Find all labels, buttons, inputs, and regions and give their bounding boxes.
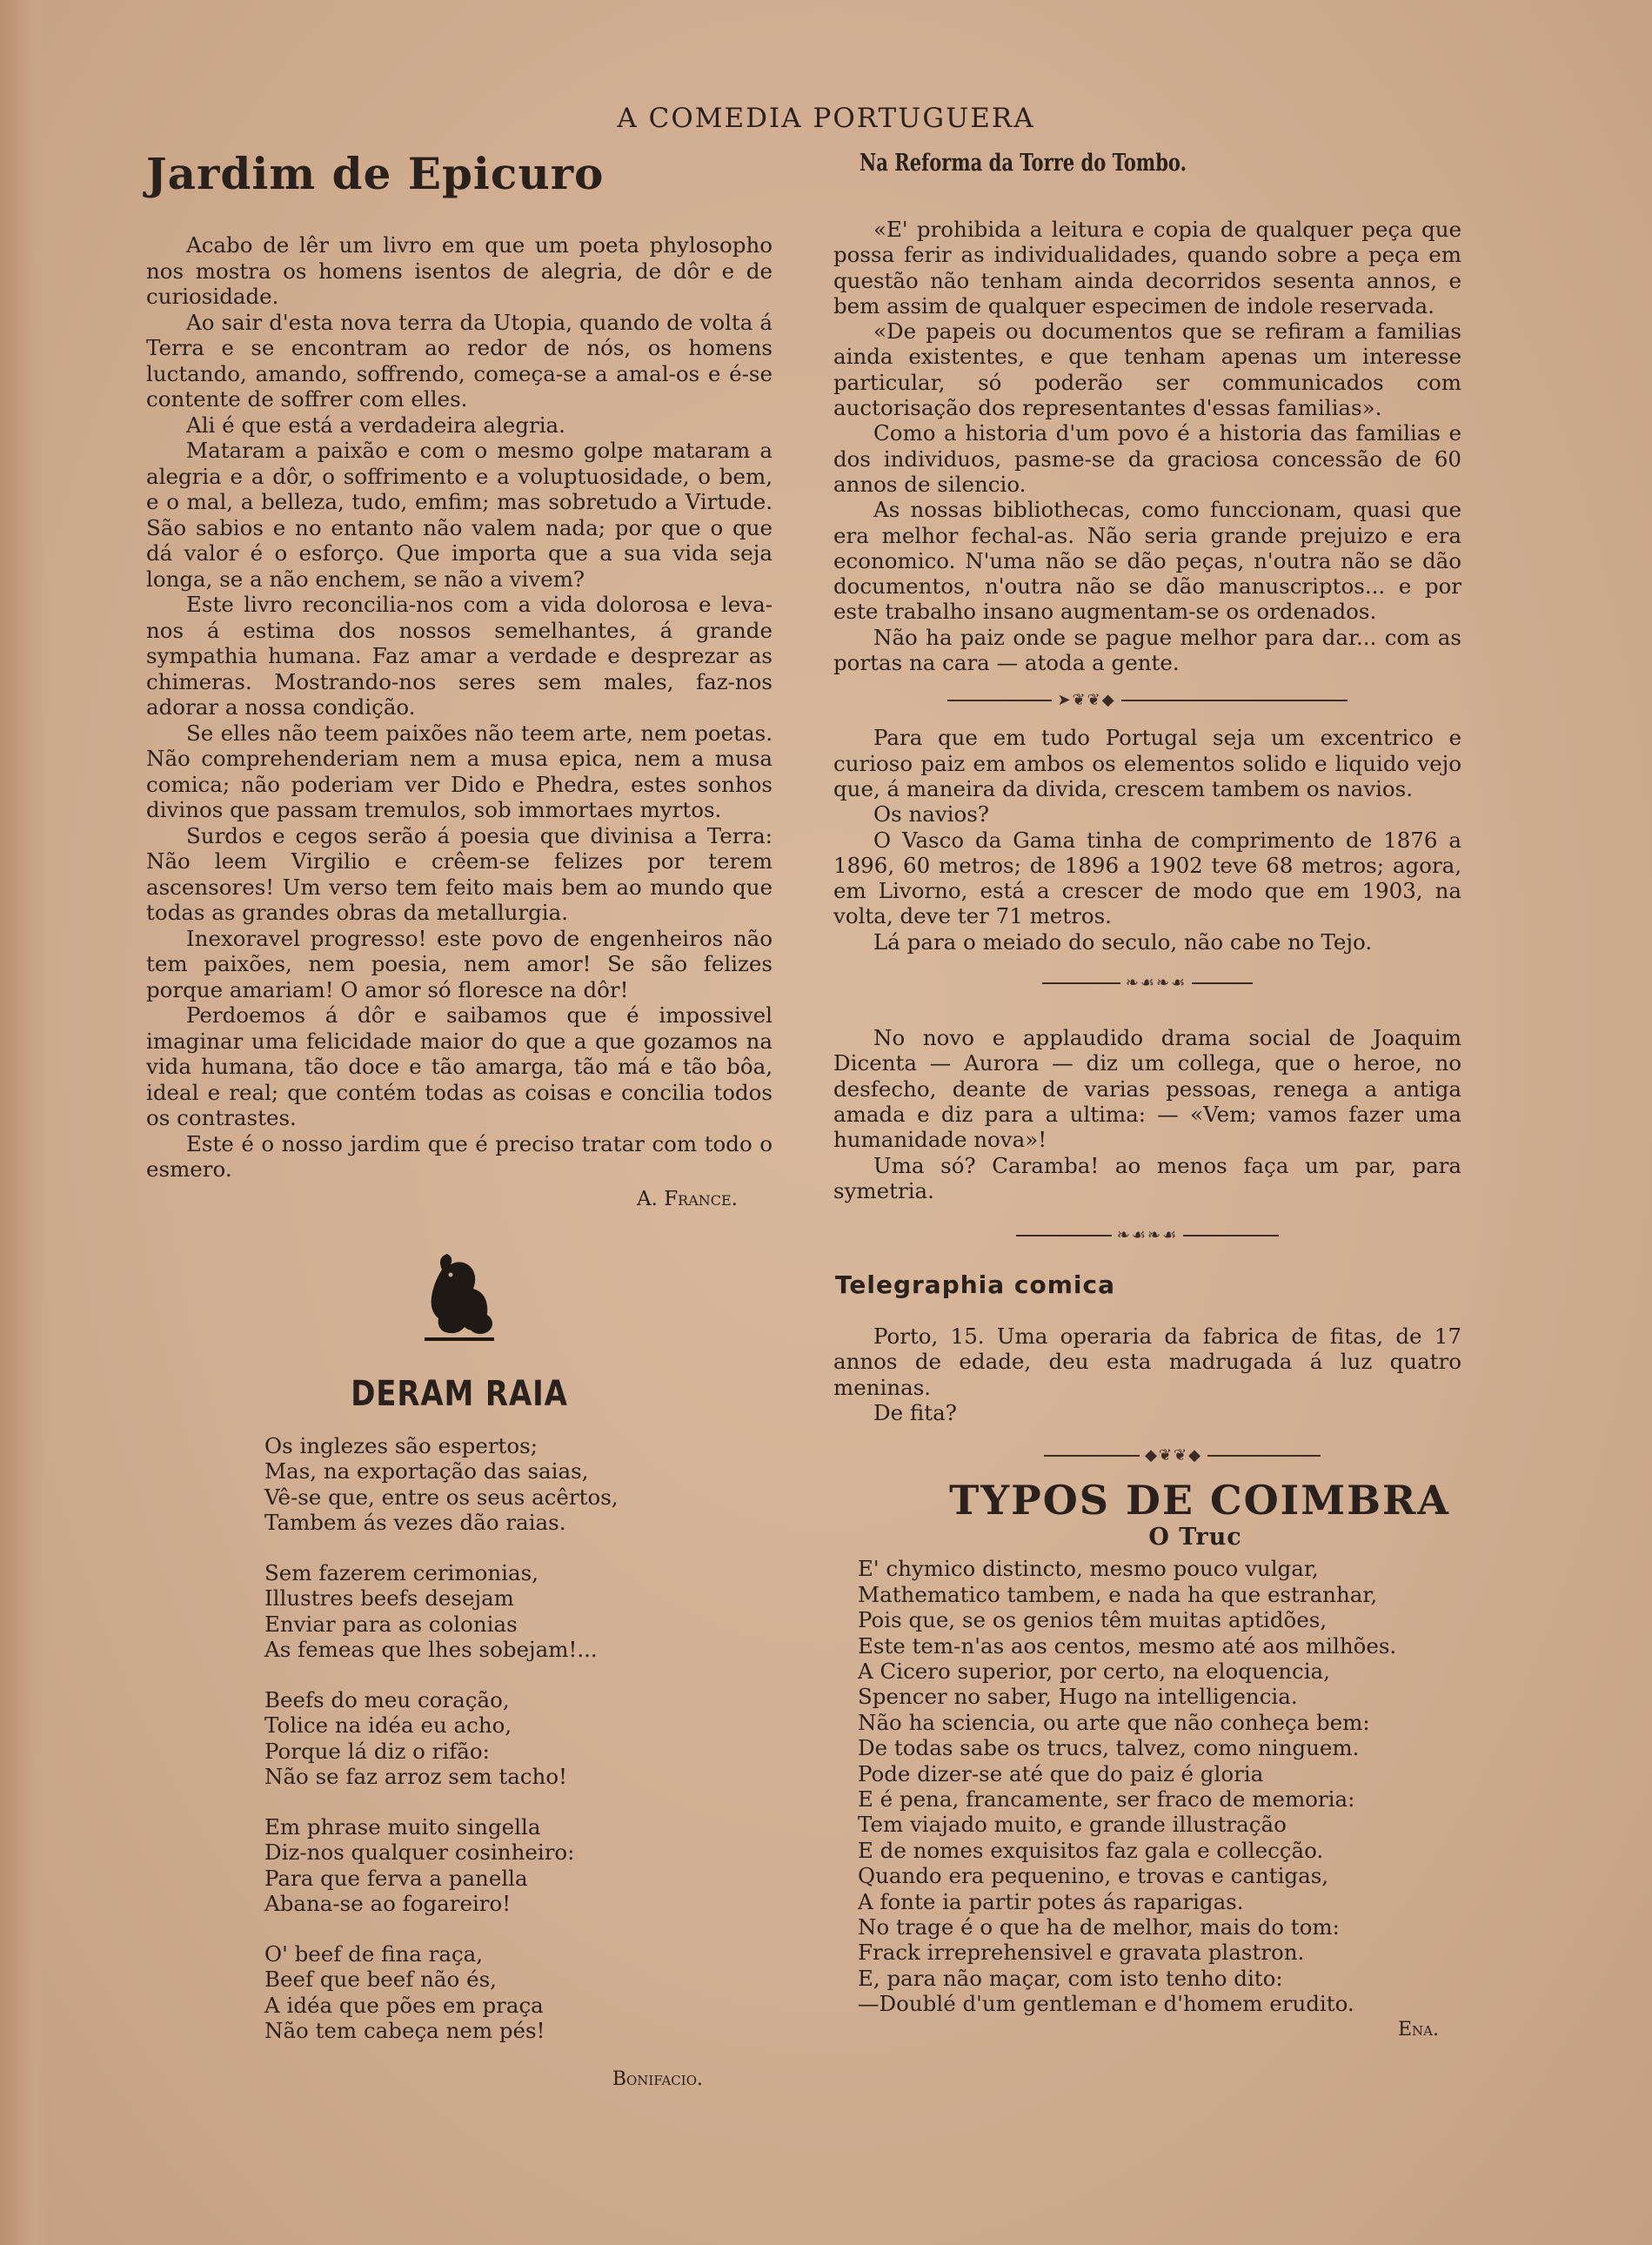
verse-line: E, para não maçar, com isto tenho dito: xyxy=(858,1965,1283,1991)
verse-line: Tem viajado muito, e grande illustração xyxy=(858,1812,1287,1838)
verse-line: Abana-se ao fogareiro! xyxy=(264,1891,512,1916)
article-subtitle-truc: O Truc xyxy=(1148,1524,1242,1551)
ornamental-divider xyxy=(833,1226,1461,1244)
divider-line xyxy=(1207,1455,1321,1457)
paragraph: Lá para o meiado do seculo, não cabe no Tejo. xyxy=(873,928,1373,955)
verse-line: O' beef de fina raça, xyxy=(264,1940,484,1967)
paragraph: Não ha paiz onde se pague melhor para dar... com as portas na cara — atoda a gente. xyxy=(833,624,1461,676)
article-title-typos: TYPOS DE COIMBRA xyxy=(949,1477,1450,1525)
verse-line: Beef que beef não és, xyxy=(264,1967,497,1992)
paragraph: «E' prohibida a leitura e copia de qualquer peça que possa ferir as individualidades, quando sobre a peça em questão não tenham ainda decorridos sesenta annos, e bem assim de qualquer especimen de indole reservada. xyxy=(833,217,1461,318)
divider-line xyxy=(1042,982,1120,984)
verse-line: A idéa que pões em praça xyxy=(264,1992,544,2018)
stanza xyxy=(264,1941,772,2044)
ornamental-divider xyxy=(903,1446,1461,1464)
paragraph: Porto, 15. Uma operaria da fabrica de fitas, de 17 annos de edade, deu esta madrugada á luz quatro meninas. xyxy=(833,1324,1461,1400)
verse-line: Sem fazerem cerimonias, xyxy=(264,1559,538,1585)
poem-truc xyxy=(858,1556,1461,2016)
verse-line: Em phrase muito singella xyxy=(264,1813,541,1840)
article-title-raia: DERAM RAIA xyxy=(351,1373,568,1414)
verse-line: Não tem cabeça nem pés! xyxy=(264,2018,545,2043)
paragraph: Como a historia d'um povo é a historia das familias e dos individuos, pasme-se da graciosa concessão de 60 annos de silencio. xyxy=(833,420,1461,497)
left-column xyxy=(146,139,772,2090)
divider-line xyxy=(1192,982,1253,984)
paragraph: Perdoemos á dôr e saibamos que é impossivel imaginar uma felicidade maior do que a que gozamos na vida humana, tão doce e tão amarga, tão má e tão bôa, ideal e real; que contém todas as coisas e concilia todos os contrastes. xyxy=(146,1002,772,1130)
verse-line: Porque lá diz o rifão: xyxy=(264,1738,490,1764)
article-body-epicuro xyxy=(146,232,772,1183)
verse-line: Tambem ás vezes dão raias. xyxy=(264,1510,566,1535)
divider-line xyxy=(947,700,1052,701)
verse-line: Enviar para as colonias xyxy=(264,1611,518,1637)
signature-ena: Ena. xyxy=(1397,2018,1439,2041)
paragraph: O Vasco da Gama tinha de comprimento de 1876 a 1896, 60 metros; de 1896 a 1902 teve 68 metros; agora, em Livorno, está a crescer de modo que em 1903, na volta, deve ter 71 metros. xyxy=(833,827,1461,929)
paragraph: Os navios? xyxy=(873,801,989,828)
page-header: A COMEDIA PORTUGUERA xyxy=(617,103,1035,134)
signature-france: A. France. xyxy=(636,1187,738,1210)
verse-line: A fonte ia partir potes ás raparigas. xyxy=(858,1888,1244,1914)
divider-line xyxy=(1183,1235,1279,1236)
paragraph: Ao sair d'esta nova terra da Utopia, quando de volta á Terra e se encontram ao redor de nós, os homens luctando, amando, soffrendo, começa-se a amal-os e é-se contente de soffrer com elles. xyxy=(146,309,772,412)
paragraph: Acabo de lêr um livro em que um poeta phylosopho nos mostra os homens isentos de alegria, de dôr e de curiosidade. xyxy=(146,232,772,309)
paragraph: «De papeis ou documentos que se refiram a familias ainda existentes, e que tenham apenas um interesse particular, só poderão ser communicados com auctorisação dos representantes d'essas familias». xyxy=(833,318,1461,421)
paragraph: Este é o nosso jardim que é preciso tratar com todo o esmero. xyxy=(146,1130,772,1182)
paragraph: Este livro reconcilia-nos com a vida dolorosa e leva-nos á estima dos nossos semelhantes, á grande sympathia humana. Faz amar a verdade e desprezar as chimeras. Mostrando-nos seres sem males, faz-nos adorar a nossa condição. xyxy=(146,592,772,720)
article-body-aurora xyxy=(833,1025,1461,1203)
paragraph: Mataram a paixão e com o mesmo golpe mataram a alegria e a dôr, o soffrimento e a voluptuosidade, o bem, e o mal, a belleza, tudo, emfim; mas sobretudo a Virtude. São sabios e no entanto não valem nada; por que o que dá valor é o esforço. Que importa que a sua vida seja longa, se a não enchem, se não a vivem? xyxy=(146,438,772,592)
ornamental-divider xyxy=(833,691,1461,709)
verse-line: De todas sabe os trucs, talvez, como ninguem. xyxy=(858,1735,1360,1761)
verse-line: A Cicero superior, por certo, na eloquencia, xyxy=(858,1658,1330,1684)
divider-ornament-icon: ❧☙❧☙ xyxy=(1125,974,1187,993)
verse-line: No trage é o que ha de melhor, mais do tom: xyxy=(858,1913,1340,1940)
paragraph: Para que em tudo Portugal seja um excentrico e curioso paiz em ambos os elementos solido e liquido vejo que, á maneira da divida, crescem tambem os navios. xyxy=(833,725,1461,801)
article-title-epicuro: Jardim de Epicuro xyxy=(146,148,605,199)
article-body-torre xyxy=(833,217,1461,675)
stanza xyxy=(264,1814,772,1917)
verse-line: E de nomes exquisitos faz gala e collecção. xyxy=(858,1837,1324,1863)
verse-line: Beefs do meu coração, xyxy=(264,1686,510,1712)
verse-line: Spencer no saber, Hugo na intelligencia. xyxy=(858,1684,1298,1710)
divider-line xyxy=(1044,1455,1140,1457)
stanza xyxy=(264,1433,772,1536)
verse-line: As femeas que lhes sobejam!... xyxy=(264,1637,598,1662)
article-title-telegraphia: Telegraphia comica xyxy=(835,1270,1116,1300)
verse-line: Frack irreprehensivel e gravata plastron. xyxy=(858,1940,1305,1966)
stanza xyxy=(264,1687,772,1790)
divider-ornament-icon: ◆❦❦◆ xyxy=(1145,1446,1202,1465)
paragraph: Uma só? Caramba! ao menos faça um par, para symetria. xyxy=(833,1152,1461,1203)
divider-line xyxy=(1016,1235,1112,1236)
paragraph: Surdos e cegos serão á poesia que divinisa a Terra: Não leem Virgilio e crêem-se felizes por terem ascensores! Um verso tem feito mais bem ao mundo que todas as grandes obras da metallurgia. xyxy=(146,822,772,925)
verse-line: E é pena, francamente, ser fraco de memoria: xyxy=(858,1786,1355,1812)
verse-line: Não ha sciencia, ou arte que não conheça bem: xyxy=(858,1709,1370,1735)
poem-raia xyxy=(264,1433,772,2044)
verse-line: Os inglezes são espertos; xyxy=(264,1432,538,1458)
stanza xyxy=(264,1560,772,1663)
verse-line: Tolice na idéa eu acho, xyxy=(264,1712,512,1738)
article-title-torre: Na Reforma da Torre do Tombo. xyxy=(859,150,1187,177)
verse-line: —Doublé d'um gentleman e d'homem erudito. xyxy=(858,1991,1354,2017)
verse-line: E' chymico distincto, mesmo pouco vulgar, xyxy=(858,1556,1319,1582)
verse-line: Diz-nos qualquer cosinheiro: xyxy=(264,1840,575,1865)
paragraph: Ali é que está a verdadeira alegria. xyxy=(186,412,565,438)
verse-line: Para que ferva a panella xyxy=(264,1865,528,1891)
signature-bonifacio: Bonifacio. xyxy=(612,2067,703,2090)
article-body-telegraphia xyxy=(833,1324,1461,1425)
squirrel-illustration-icon xyxy=(416,1252,503,1348)
divider-line xyxy=(1121,700,1348,701)
verse-line: Este tem-n'as aos centos, mesmo até aos milhões. xyxy=(858,1632,1397,1659)
verse-line: Mas, na exportação das saias, xyxy=(264,1458,589,1484)
verse-line: Quando era pequenino, e trovas e cantigas, xyxy=(858,1863,1329,1889)
verse-line: Não se faz arroz sem tacho! xyxy=(264,1764,567,1789)
right-column xyxy=(833,139,1461,2041)
verse-line: Illustres beefs desejam xyxy=(264,1585,514,1611)
paragraph: De fita? xyxy=(873,1399,957,1425)
ornamental-divider xyxy=(833,974,1461,992)
page-spine-shadow xyxy=(0,0,50,2245)
divider-ornament-icon: ❧☙❧☙ xyxy=(1116,1226,1179,1245)
divider-ornament-icon: ➤❦❦◆ xyxy=(1057,691,1116,710)
paragraph: As nossas bibliothecas, como funccionam, quasi que era melhor fechal-as. Não seria grande prejuizo e era economico. N'uma não se dão peças, n'outra não se dão documentos, n'outra não se dão manuscriptos... e por este trabalho insano augmentam-se os ordenados. xyxy=(833,497,1461,625)
paragraph: No novo e applaudido drama social de Joaquim Dicenta — Aurora — diz um collega, que o heroe, no desfecho, deante de varias pessoas, renega a antiga amada e diz para a ultima: — «Vem; vamos fazer uma humanidade nova»! xyxy=(833,1025,1461,1153)
paragraph: Se elles não teem paixões não teem arte, nem poetas. Não comprehenderiam nem a musa epica, nem a musa comica; não poderiam ver Dido e Phedra, estes sonhos divinos que passam tremulos, sob immortaes myrtos. xyxy=(146,720,772,822)
verse-line: Mathematico tambem, e nada ha que estranhar, xyxy=(858,1581,1378,1607)
paragraph: Inexoravel progresso! este povo de engenheiros não tem paixões, nem poesia, nem amor! Se são felizes porque amariam! O amor só floresce na dôr! xyxy=(146,925,772,1002)
verse-line: Pois que, se os genios têm muitas aptidões, xyxy=(858,1607,1328,1633)
verse-line: Pode dizer-se até que do paiz é gloria xyxy=(858,1760,1264,1786)
verse-line: Vê-se que, entre os seus acêrtos, xyxy=(264,1484,619,1510)
article-body-navios xyxy=(833,725,1461,955)
